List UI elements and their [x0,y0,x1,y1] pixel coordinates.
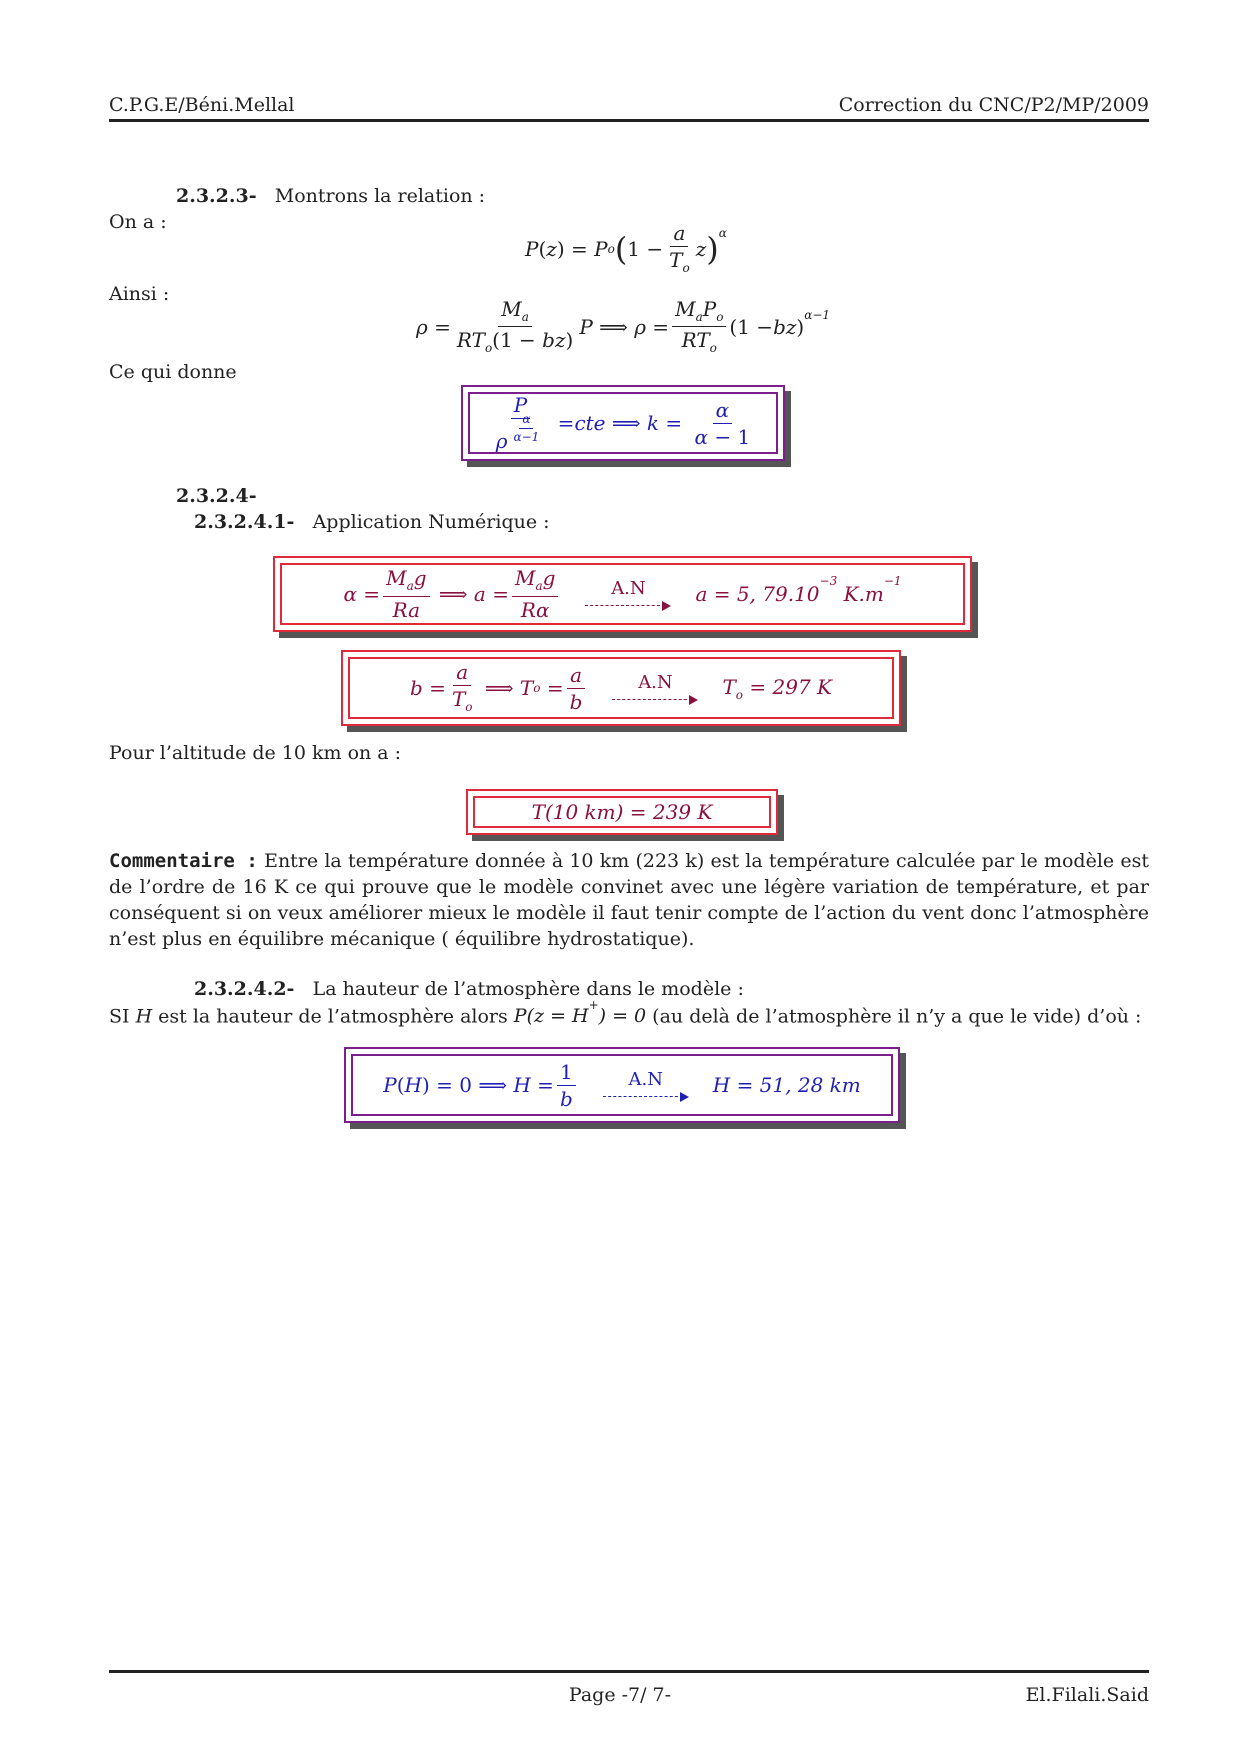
header-left: C.P.G.E/Béni.Mellal [109,94,295,116]
section-number: 2.3.2.4.2- [194,978,295,1000]
result-box-H [344,1047,900,1123]
height-paragraph: SI H est la hauteur de l’atmosphère alors P(z = H+) = 0 (au delà de l’atmosphère il n’y a que le vide) d’où : [109,998,1142,1028]
comment-text: Entre la température donnée à 10 km (223 k) est la température calculée par le modèle est de l’ordre de 16 K ce qui prouve que le modèle convinet avec une légère variation de température, et par conséquent si on veux améliorer mieux le modèle il faut tenir compte de l’action du vent donc l’atmosphère n’est plus en équilibre mécanique ( équilibre hydrostatique). [109,850,1149,950]
an-arrow [612,672,698,705]
result-box-T10 [466,789,778,835]
arrow-icon [603,1092,689,1102]
page-number: Page -7/ 7- [568,1684,672,1706]
an-arrow [603,1069,689,1102]
footer-rule [109,1670,1149,1673]
footer-author: El.Filali.Said [1025,1684,1149,1706]
on-a-label: On a : [109,211,167,233]
altitude-text: Pour l’altitude de 10 km on a : [109,742,402,764]
equation-pressure: P ( z ) = P o ( 1 − $\frac{a}{T_o}$ z ) $^\alpha$ [525,221,727,275]
section-number: 2.3.2.4.1- [194,511,295,533]
arrow-icon [585,601,671,611]
equation-To: b = $\frac{a}{T_o}$ ⟹ T o = $\frac{a}{b}$ A.N $T_o = 297$ K [410,660,832,715]
section-23242-heading [194,978,744,1000]
equation-k: P ρ $^{\frac{\alpha}{\alpha-1}}$ = cte ⟹ k = $\frac{\alpha}{\alpha - 1}$ [495,392,751,453]
a-result: a = 5, $79.10^{-3}$ $K.m^{-1}$ [695,574,902,606]
comment-keyword: Commentaire : [109,850,258,872]
ainsi-label: Ainsi : [109,283,170,305]
an-label: A.N [638,671,673,693]
H-result: H = 51, 28 km [712,1073,861,1097]
section-number: 2.3.2.3- [176,185,257,207]
section-23241-heading [194,511,550,533]
equation-density: ρ = $\frac{M_a}{RT_o(1 - bz)}$ P ⟹ ρ = $\frac{M_aP_o}{RT_o}$ (1 − bz ) $^{\alpha-1}$ [416,297,831,356]
result-box-a [273,556,972,632]
an-label: A.N [628,1068,663,1090]
header-right: Correction du CNC/P2/MP/2009 [838,94,1149,116]
header-rule [109,119,1149,122]
equation-H: P ( H ) = 0 ⟹ H = $\frac{1}{b}$ A.N H = 51, 28 km [383,1059,861,1111]
an-arrow [585,578,671,611]
section-2324-heading [176,485,257,507]
equation-a: α = $\frac{M_ag}{Ra}$ ⟹ a = $\frac{M_ag}{R\alpha}$ A.N a = 5, $79.10^{-3}$ $K.m^{-1}$ [343,566,902,622]
section-title: La hauteur de l’atmosphère dans le modèle : [312,978,744,1000]
comment-paragraph [109,848,1149,952]
result-box-To [341,650,901,726]
result-box-k [461,385,785,461]
ce-qui-donne-label: Ce qui donne [109,361,237,383]
section-title: Application Numérique : [312,511,550,533]
section-2323-heading [176,185,485,207]
an-label: A.N [611,577,646,599]
arrow-icon [612,695,698,705]
section-number: 2.3.2.4- [176,485,257,507]
section-title: Montrons la relation : [274,185,486,207]
T10-result: T(10 km) = 239 K [531,800,713,824]
To-result: $T_o = 297$ K [722,674,832,702]
